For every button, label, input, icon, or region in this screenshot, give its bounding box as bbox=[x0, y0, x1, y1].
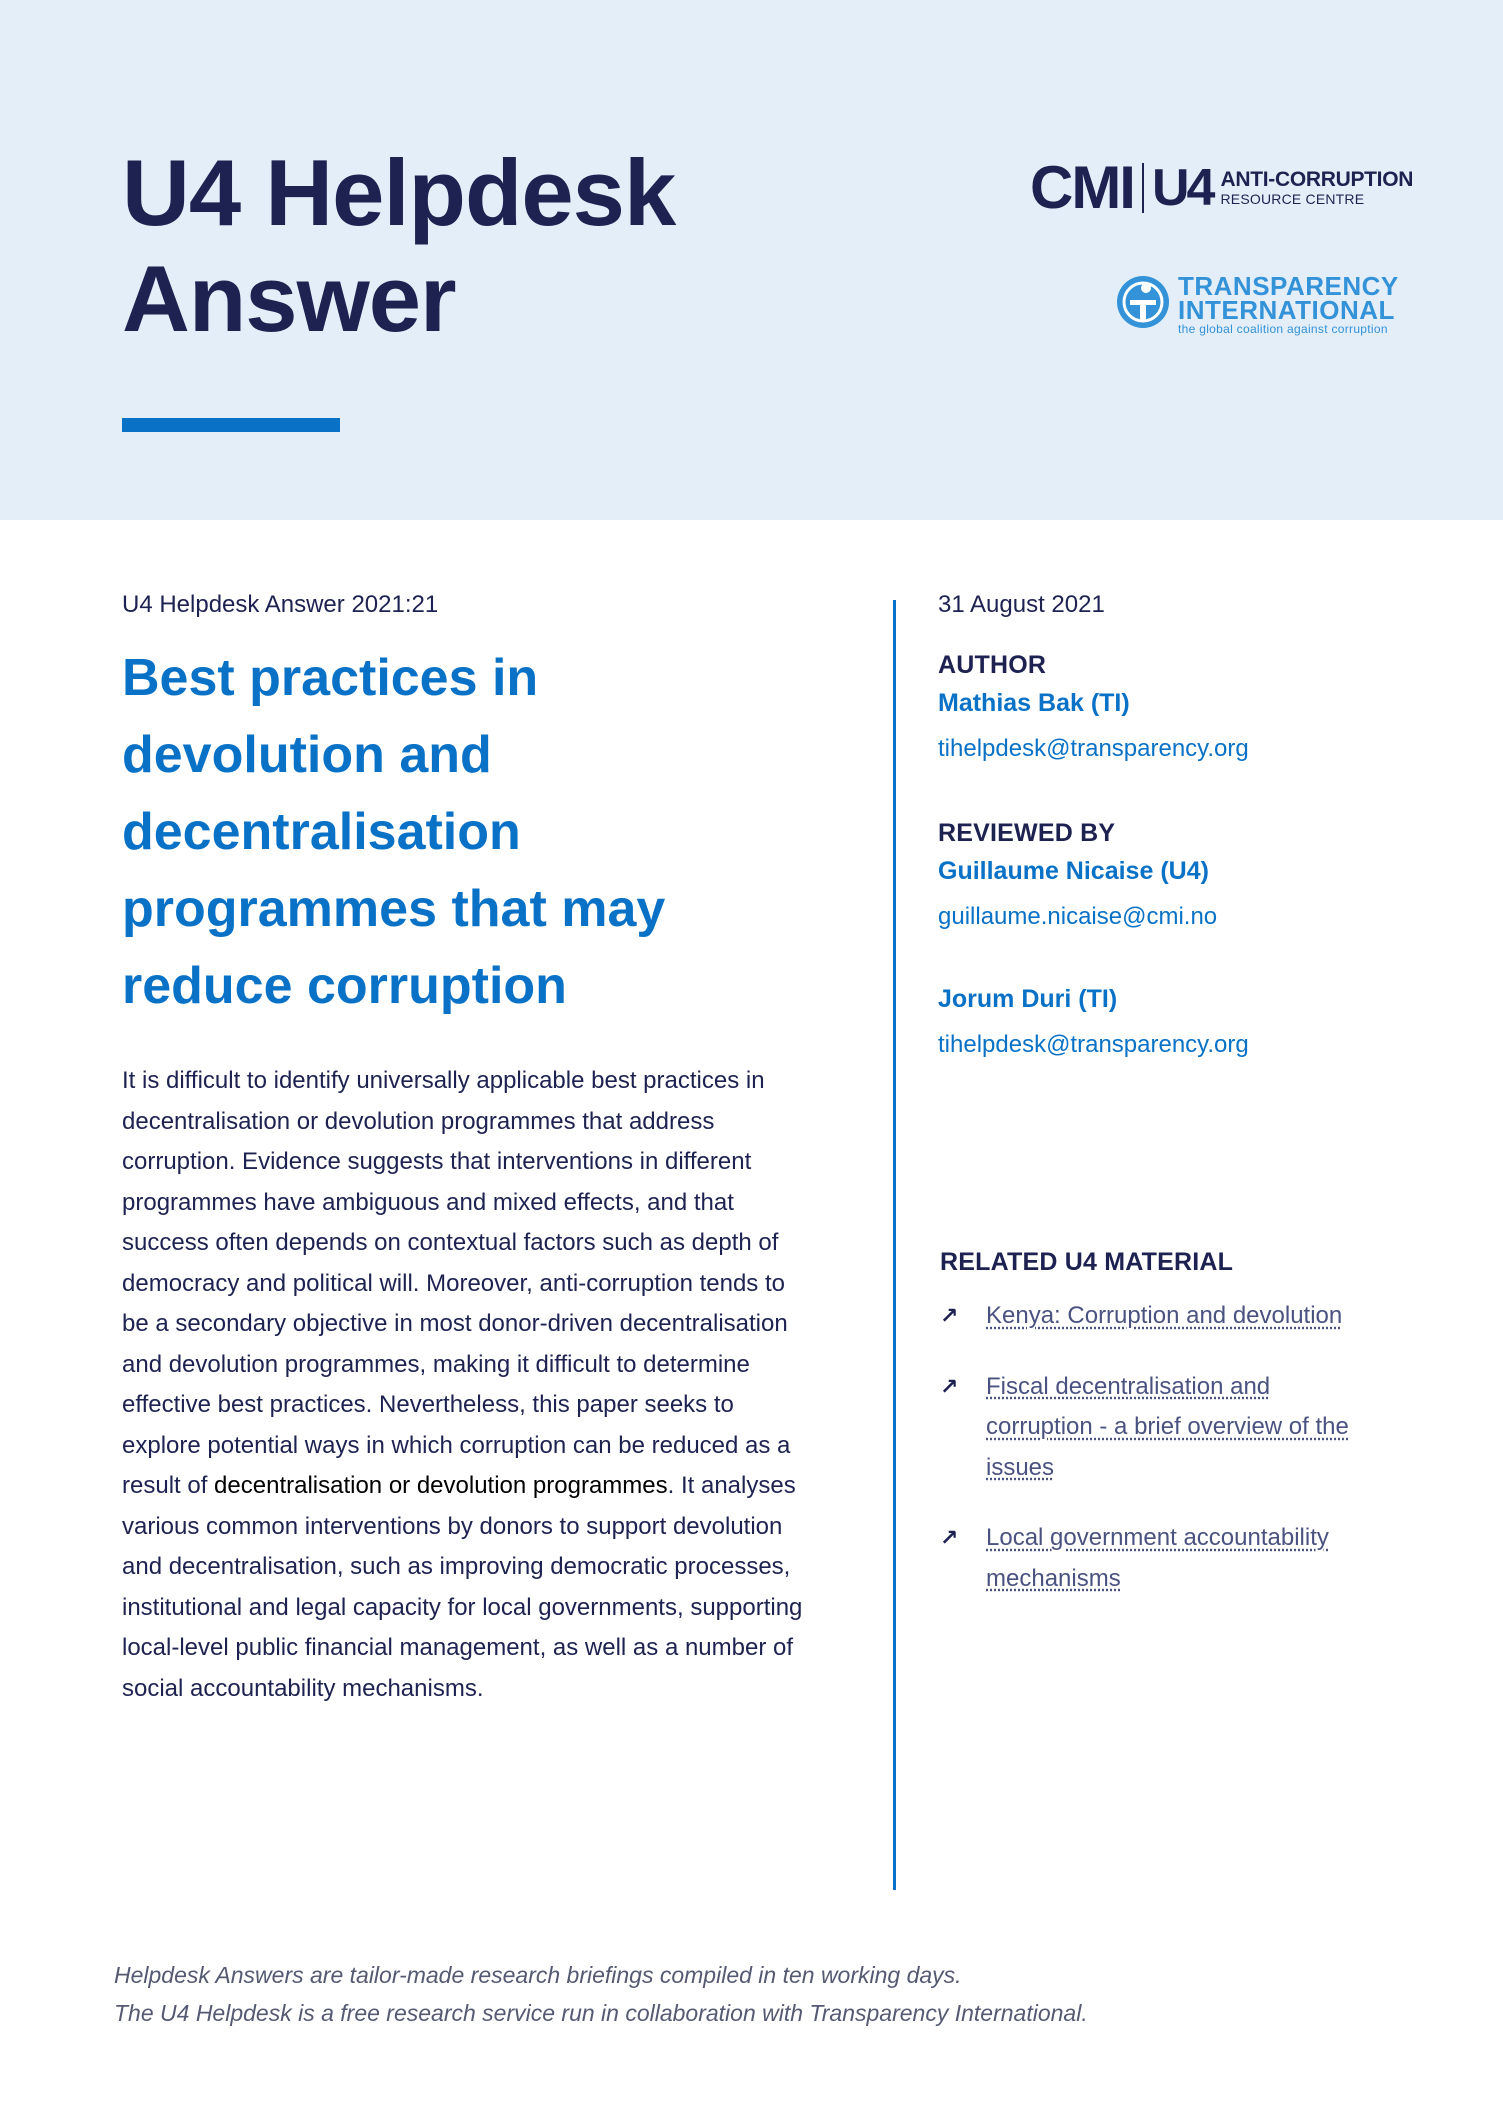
series-number: U4 Helpdesk Answer 2021:21 bbox=[122, 591, 439, 618]
page-title-line2: Answer bbox=[122, 246, 456, 351]
publication-date: 31 August 2021 bbox=[938, 591, 1105, 618]
footer-line2: The U4 Helpdesk is a free research service run in collaboration with Transparency International. bbox=[114, 2000, 1088, 2026]
arrow-up-right-icon: ↗ bbox=[940, 1373, 959, 1399]
related-material-heading: RELATED U4 MATERIAL bbox=[940, 1248, 1234, 1276]
author-label: AUTHOR bbox=[938, 651, 1047, 679]
metadata-sidebar bbox=[938, 590, 1418, 1060]
ti-tagline: the global coalition against corruption bbox=[1178, 322, 1388, 336]
abstract-highlight: decentralisation or devolution programmes bbox=[214, 1472, 668, 1499]
reviewed-by-label: REVIEWED BY bbox=[938, 819, 1116, 847]
cmi-u4-logo bbox=[1030, 154, 1414, 221]
footer-note bbox=[114, 1956, 1088, 2032]
page-title-line1: U4 Helpdesk bbox=[122, 140, 676, 245]
ti-wordmark-line2: INTERNATIONAL bbox=[1178, 295, 1395, 325]
related-item[interactable] bbox=[940, 1518, 1380, 1599]
u4-wordmark-line2: RESOURCE CENTRE bbox=[1220, 191, 1365, 207]
arrow-up-right-icon: ↗ bbox=[940, 1303, 959, 1328]
reviewer2-name: Jorum Duri (TI) bbox=[938, 985, 1118, 1013]
related-link-local-government[interactable]: Local government accountability mechanisms bbox=[986, 1524, 1329, 1592]
header-banner bbox=[0, 0, 1503, 520]
logo-separator bbox=[1142, 163, 1144, 213]
main-column bbox=[122, 590, 822, 1709]
related-link-fiscal-decentralisation[interactable]: Fiscal decentralisation and corruption - a brief overview of the issues bbox=[986, 1372, 1349, 1481]
author-name: Mathias Bak (TI) bbox=[938, 689, 1130, 717]
ti-wordmark bbox=[1178, 271, 1399, 336]
title-accent-rule bbox=[122, 418, 340, 432]
author-email[interactable]: tihelpdesk@transparency.org bbox=[938, 735, 1249, 762]
u4-wordmark-line1: ANTI-CORRUPTION bbox=[1220, 168, 1414, 191]
related-item[interactable] bbox=[940, 1367, 1380, 1489]
transparency-international-logo bbox=[1116, 271, 1399, 336]
page-title bbox=[122, 140, 675, 352]
related-link-kenya[interactable]: Kenya: Corruption and devolution bbox=[986, 1302, 1343, 1329]
reviewer2-email[interactable]: tihelpdesk@transparency.org bbox=[938, 1031, 1249, 1058]
document-title: Best practices in devolution and decentralisation programmes that may reduce corruption bbox=[122, 649, 666, 1015]
abstract bbox=[122, 1061, 812, 1709]
ti-wordmark-line1: TRANSPARENCY bbox=[1178, 271, 1399, 301]
reviewer1-email[interactable]: guillaume.nicaise@cmi.no bbox=[938, 903, 1218, 930]
u4-wordmark bbox=[1220, 169, 1413, 207]
reviewer1-name: Guillaume Nicaise (U4) bbox=[938, 857, 1209, 885]
cmi-wordmark: CMI bbox=[1030, 154, 1134, 221]
arrow-up-right-icon: ↗ bbox=[940, 1525, 959, 1550]
abstract-text-2: . It analyses various common interventions by donors to support devolution and decentralisation, such as improving democratic processes, institutional and legal capacity for local governments, supporting local-level public financial management, as well as a number of social accountability mechanisms. bbox=[122, 1472, 803, 1702]
column-divider bbox=[893, 600, 896, 1890]
abstract-text-1: It is difficult to identify universally applicable best practices in decentralisation or devolution programmes that address corruption. Evidence suggests that interventions in different programmes have ambiguous and mixed effects, and that success often depends on contextual factors such as depth of democracy and political will. Moreover, anti-corruption tends to be a secondary objective in most donor-driven decentralisation and devolution programmes, making it difficult to determine effective best practices. Nevertheless, this paper seeks to explore potential ways in which corruption can be reduced as a result of bbox=[122, 1067, 791, 1499]
related-item[interactable] bbox=[940, 1296, 1380, 1337]
footer-line1: Helpdesk Answers are tailor-made research briefings compiled in ten working days. bbox=[114, 1962, 962, 1988]
ti-globe-icon bbox=[1116, 274, 1170, 330]
related-material-list bbox=[940, 1296, 1380, 1629]
u4-mark: U4 bbox=[1151, 159, 1213, 217]
